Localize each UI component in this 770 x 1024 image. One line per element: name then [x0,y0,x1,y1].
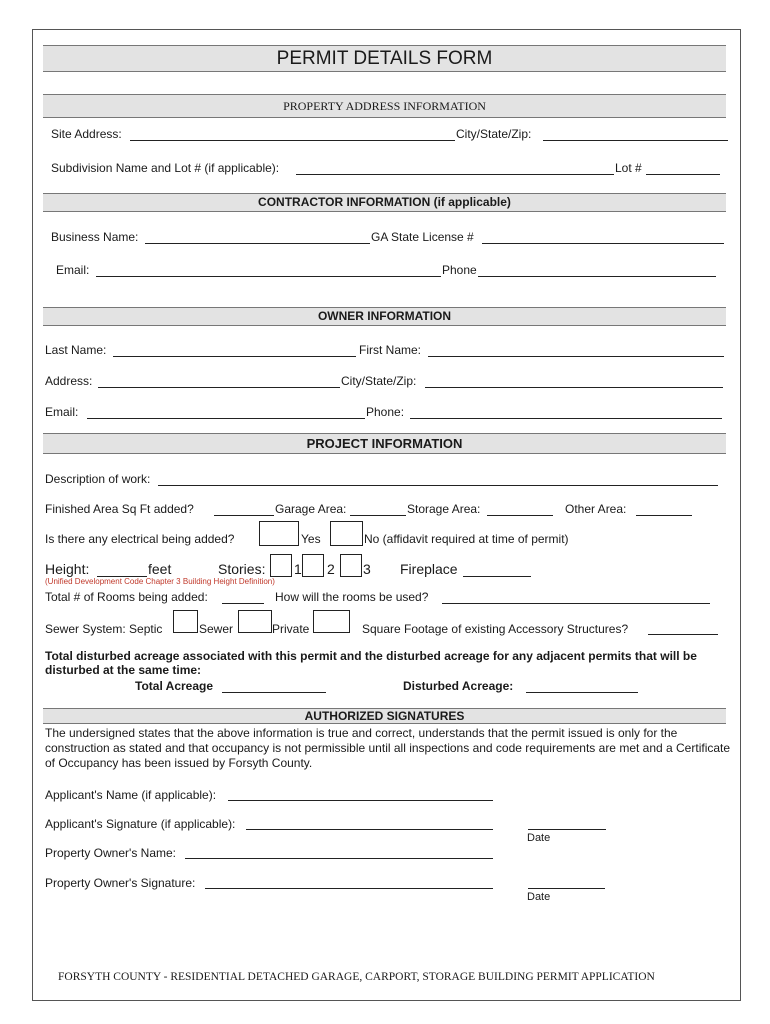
electrical-no-label: No (affidavit required at time of permit) [364,532,569,546]
owner-name-field[interactable] [185,858,493,859]
project-section-heading: PROJECT INFORMATION [43,433,726,454]
garage-area-field[interactable] [350,515,406,516]
other-area-label: Other Area: [565,502,627,516]
contractor-phone-label: Phone [442,263,477,277]
lot-field[interactable] [646,174,720,175]
electrical-yes-checkbox[interactable] [259,521,299,546]
rooms-use-field[interactable] [442,603,710,604]
electrical-yes-label: Yes [301,532,321,546]
applicant-name-label: Applicant's Name (if applicable): [45,788,217,802]
owner-name-label: Property Owner's Name: [45,846,176,860]
rooms-field[interactable] [222,603,264,604]
first-name-field[interactable] [428,356,724,357]
business-name-field[interactable] [145,243,370,244]
storage-area-field[interactable] [487,515,553,516]
contractor-section-heading: CONTRACTOR INFORMATION (if applicable) [43,193,726,212]
sewer-label: Sewer System: Septic [45,622,163,636]
subdivision-label: Subdivision Name and Lot # (if applicable): [51,161,280,175]
accessory-label: Square Footage of existing Accessory Structures? [362,622,629,636]
storage-area-label: Storage Area: [407,502,481,516]
fireplace-label: Fireplace [400,561,458,577]
disturbed-acreage-field[interactable] [526,692,638,693]
disturbed-statement: Total disturbed acreage associated with this permit and the disturbed acreage for any adjacent permits that will be disturbed at the same time: [45,649,697,677]
rooms-use-label: How will the rooms be used? [275,590,429,604]
owner-phone-label: Phone: [366,405,405,419]
lot-label: Lot # [615,161,642,175]
total-acreage-field[interactable] [222,692,326,693]
property-city-field[interactable] [543,140,728,141]
feet-label: feet [148,561,172,577]
signatures-section-heading: AUTHORIZED SIGNATURES [43,708,726,724]
contractor-phone-field[interactable] [478,276,716,277]
license-field[interactable] [482,243,724,244]
private-checkbox[interactable] [313,610,350,633]
date-1-field[interactable] [528,829,606,830]
last-name-field[interactable] [113,356,356,357]
signatures-statement: The undersigned states that the above information is true and correct, understands that the permit issued is only for the construction as stated and that occupancy is not permissible until all inspections and code requirements are met and a Certificate of Occupancy has been issued by Forsyth County. [45,726,731,770]
owner-city-label: City/State/Zip: [341,374,417,388]
owner-signature-field[interactable] [205,888,493,889]
owner-address-label: Address: [45,374,93,388]
description-field[interactable] [158,485,718,486]
other-area-field[interactable] [636,515,692,516]
last-name-label: Last Name: [45,343,107,357]
subdivision-field[interactable] [296,174,614,175]
fireplace-field[interactable] [463,576,531,577]
finished-area-label: Finished Area Sq Ft added? [45,502,194,516]
description-label: Description of work: [45,472,151,486]
owner-address-field[interactable] [98,387,340,388]
business-name-label: Business Name: [51,230,139,244]
stories-1-checkbox[interactable] [270,554,292,577]
contractor-email-field[interactable] [96,276,441,277]
private-option-label: Private [272,622,310,636]
stories-3-checkbox[interactable] [340,554,362,577]
stories-1-label: 1 [294,561,302,577]
form-title: PERMIT DETAILS FORM [43,45,726,72]
first-name-label: First Name: [359,343,422,357]
stories-label: Stories: [218,561,266,577]
owner-signature-label: Property Owner's Signature: [45,876,196,890]
accessory-field[interactable] [648,634,718,635]
license-label: GA State License # [371,230,474,244]
form-footer: FORSYTH COUNTY - RESIDENTIAL DETACHED GARAGE, CARPORT, STORAGE BUILDING PERMIT APPLICATION [58,971,655,983]
height-note: (Unified Development Code Chapter 3 Building Height Definition) [45,577,275,586]
sewer-option-label: Sewer [199,622,234,636]
owner-section-heading: OWNER INFORMATION [43,307,726,326]
contractor-email-label: Email: [56,263,90,277]
electrical-question-label: Is there any electrical being added? [45,532,235,546]
septic-checkbox[interactable] [173,610,198,633]
owner-phone-field[interactable] [410,418,722,419]
height-label: Height: [45,561,90,577]
sewer-checkbox[interactable] [238,610,272,633]
date-1-label: Date [527,832,551,844]
site-address-label: Site Address: [51,127,122,141]
applicant-name-field[interactable] [228,800,493,801]
stories-3-label: 3 [363,561,371,577]
site-address-field[interactable] [130,140,455,141]
date-2-field[interactable] [528,888,605,889]
applicant-signature-label: Applicant's Signature (if applicable): [45,817,236,831]
electrical-no-checkbox[interactable] [330,521,363,546]
stories-2-label: 2 [327,561,335,577]
property-city-label: City/State/Zip: [456,127,532,141]
owner-city-field[interactable] [425,387,723,388]
garage-area-label: Garage Area: [275,502,347,516]
owner-email-label: Email: [45,405,79,419]
rooms-label: Total # of Rooms being added: [45,590,208,604]
property-section-heading: PROPERTY ADDRESS INFORMATION [43,94,726,118]
owner-email-field[interactable] [87,418,365,419]
stories-2-checkbox[interactable] [302,554,324,577]
total-acreage-label: Total Acreage [135,679,214,693]
applicant-signature-field[interactable] [246,829,493,830]
finished-area-field[interactable] [214,515,274,516]
date-2-label: Date [527,891,551,903]
disturbed-acreage-label: Disturbed Acreage: [403,679,514,693]
